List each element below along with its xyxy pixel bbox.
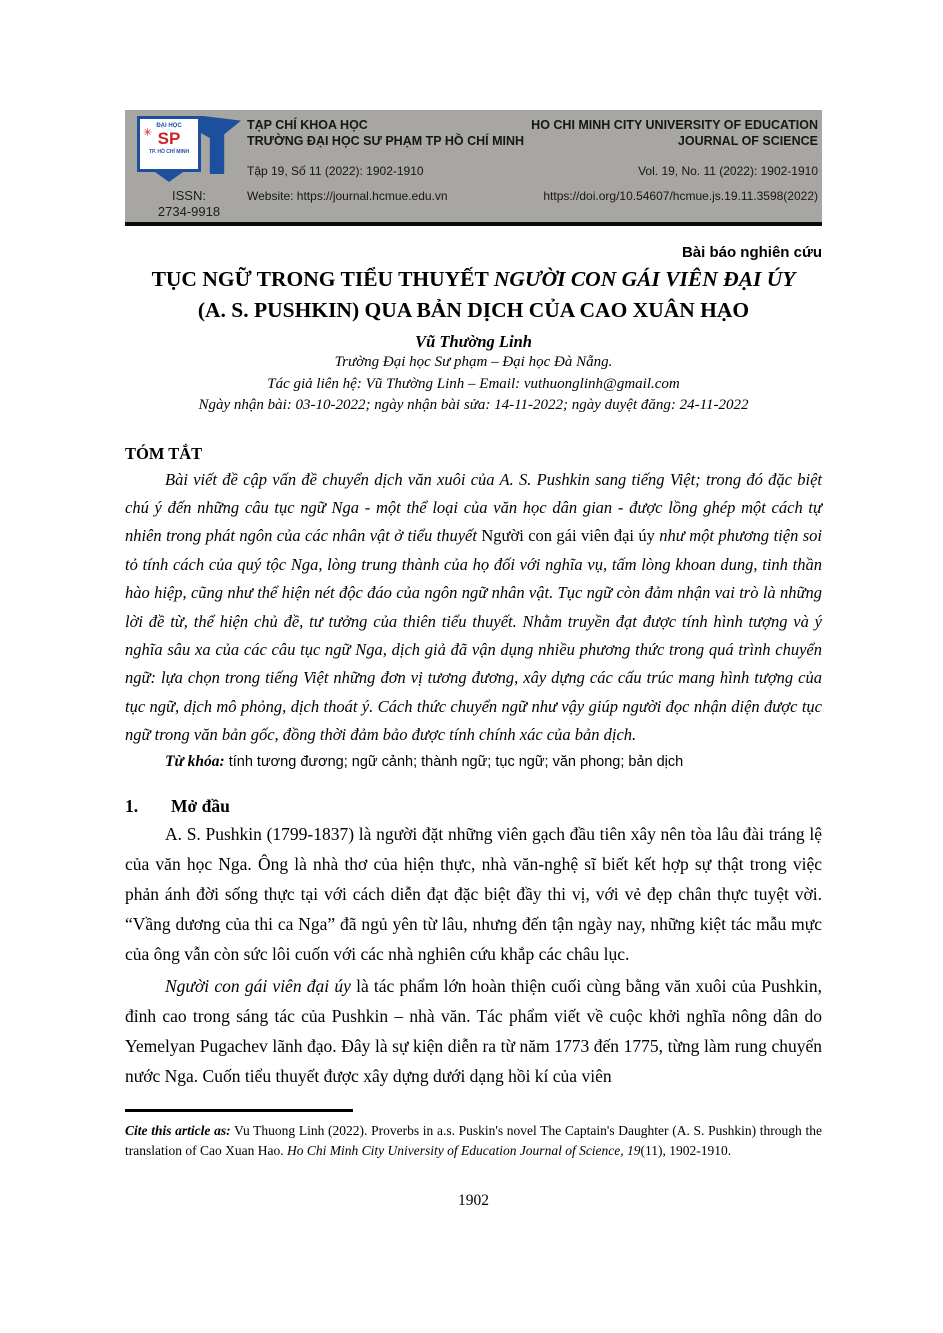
issn-block [125,188,253,220]
article-title-line2: (A. S. PUSHKIN) QUA BẢN DỊCH CỦA CAO XUÂN HẠO [197,298,750,322]
abstract-text [125,466,822,750]
journal-website: Website: https://journal.hcmue.edu.vn [247,189,448,203]
journal-name-en-line2: JOURNAL OF SCIENCE [677,133,818,148]
abstract-heading: TÓM TẮT [125,443,203,463]
keywords-label: Từ khóa: [165,752,225,770]
keywords-values: tính tương đương; ngữ cảnh; thành ngữ; tục ngữ; văn phong; bản dịch [224,753,684,770]
abstract-part2: như một phương tiện soi tỏ tính cách của quý tộc Nga, lòng trung thành của họ đối với nghĩa vụ, tấm lòng khoan dung, tinh thần hào hiệp, cũng như thể hiện nét độc đáo của ngôn ngữ nhân vật. Tục ngữ còn đảm nhận vai trò là những lời đề từ, thể hiện chủ đề, tư tưởng của thiên tiểu thuyết. Nhằm truyền đạt được tính hình tượng và ý nghĩa sâu xa của các câu tục ngữ Nga, dịch giả đã vận dụng nhiều phương thức trong quá trình chuyển ngữ: lựa chọn trong tiếng Việt những đơn vị tương đương, xây dựng các cấu trúc mang hình tượng của tục ngữ, dịch mô phỏng, dịch thoát ý. Cách thức chuyển ngữ như vậy giúp người đọc nhận diện được tục ngữ trong văn bản gốc, đồng thời đảm bảo được tính chính xác của bản dịch. [125,526,822,745]
logo-emblem [137,116,201,172]
journal-name-vi-block [247,118,524,203]
abstract-part1: Bài viết đề cập vấn đề chuyển dịch văn xuôi của A. S. Pushkin sang tiếng Việt; trong đó đặc biệt chú ý đến những câu tục ngữ Nga - một thể loại của văn học dân gian - được lồng ghép một cách tự nhiên trong phát ngôn của các nhân vật ở tiểu thuyết [125,469,822,546]
section-1-heading [125,796,822,817]
cite-part2: (11), 1902-1910. [640,1142,732,1158]
volume-info-en: Vol. 19, No. 11 (2022): 1902-1910 [638,164,818,178]
logo-bottom-text: TP. HỒ CHÍ MINH [148,149,190,155]
logo-book-point [155,172,183,182]
author-affiliation: Trường Đại học Sư phạm – Đại học Đà Nẵng. [334,354,613,370]
page-number: 1902 [458,1192,489,1209]
issn-value: 2734-9918 [157,204,221,219]
paragraph-2-rest: là tác phẩm lớn hoàn thiện cuối cùng bằng văn xuôi của Pushkin, đỉnh cao trong sáng tác của Pushkin – nhà văn. Tác phẩm viết về cuộc khởi nghĩa nông dân do Yemelyan Pugachev lãnh đạo. Đây là sự kiện diễn ra từ năm 1773 đến 1775, từng làm rung chuyển nước Nga. Cuốn tiểu thuyết được xây dựng dưới dạng hồi kí của viên [125,975,822,1086]
journal-name-en-line1: HO CHI MINH CITY UNIVERSITY OF EDUCATION [531,118,818,132]
author-name: Vũ Thường Linh [415,332,532,351]
cite-label: Cite this article as: [125,1123,231,1138]
section-1-paragraph-1: A. S. Pushkin (1799-1837) là người đặt những viên gạch đầu tiên xây nên tòa lâu đài tráng lệ của văn học Nga. Ông là nhà thơ của hiện thực, nhà văn-nghệ sĩ biết kết hợp sự thật trong việc phản ánh đời sống thực tại với cách diễn đạt đặc biệt đầy thi vị, với vẻ đẹp chân thực tuyệt vời. “Vầng dương của thi ca Nga” đã ngủ yên từ lâu, nhưng đến tận ngày nay, những kiệt tác mẫu mực của ông vẫn còn sức lôi cuốn với các nhà nghiên cứu khắp các châu lục. [125,823,822,964]
journal-name-vi-line2: TRƯỜNG ĐẠI HỌC SƯ PHẠM TP HỒ CHÍ MINH [247,133,525,148]
volume-info-vi: Tập 19, Số 11 (2022): 1902-1910 [247,164,424,178]
keywords-line [125,753,822,771]
novel-title-italic: Người con gái viên đại úy [165,975,351,996]
article-title-novel-name: NGƯỜI CON GÁI VIÊN ĐẠI ÚY [493,267,796,291]
article-title-regular: TỤC NGỮ TRONG TIỂU THUYẾT [151,267,494,291]
article-type-badge: Bài báo nghiên cứu [681,244,822,261]
logo-abbr: SP [157,129,181,148]
journal-name-vi-line1: TẠP CHÍ KHOA HỌC [247,118,368,132]
header-divider-rule [125,222,822,226]
cite-journal-name: Ho Chi Minh City University of Education Journal of Science, 19 [286,1142,641,1158]
corresponding-author-line: Tác giả liên hệ: Vũ Thường Linh – Email: vuthuonglinh@gmail.com [267,375,680,392]
doi-link: https://doi.org/10.54607/hcmue.js.19.11.3598(2022) [543,189,818,203]
atom-icon: ✳ [143,127,153,139]
logo-top-text: ĐẠI HỌC [156,123,182,129]
article-content [125,240,822,1091]
article-title [125,264,822,326]
journal-header-band [125,110,822,222]
journal-name-en-block [531,118,818,203]
logo-swoosh-icon [201,112,241,174]
submission-dates-line: Ngày nhận bài: 03-10-2022; ngày nhận bài sửa: 14-11-2022; ngày duyệt đăng: 24-11-2022 [198,397,749,413]
section-1-paragraph-2 [125,971,822,1091]
citation-note [125,1121,822,1160]
journal-logo [137,112,241,186]
section-1-title: Mở đầu [171,795,230,816]
abstract-novel-title: Người con gái viên đại úy [481,526,655,546]
section-1-number: 1. [125,795,139,816]
issn-label: ISSN: [172,188,206,203]
footnote-rule [125,1109,353,1112]
cite-part1: Vu Thuong Linh (2022). Proverbs in a.s. Puskin's novel The Captain's Daughter (A. S. Pushkin) through the translation of Cao Xuan Hao. [125,1123,822,1158]
